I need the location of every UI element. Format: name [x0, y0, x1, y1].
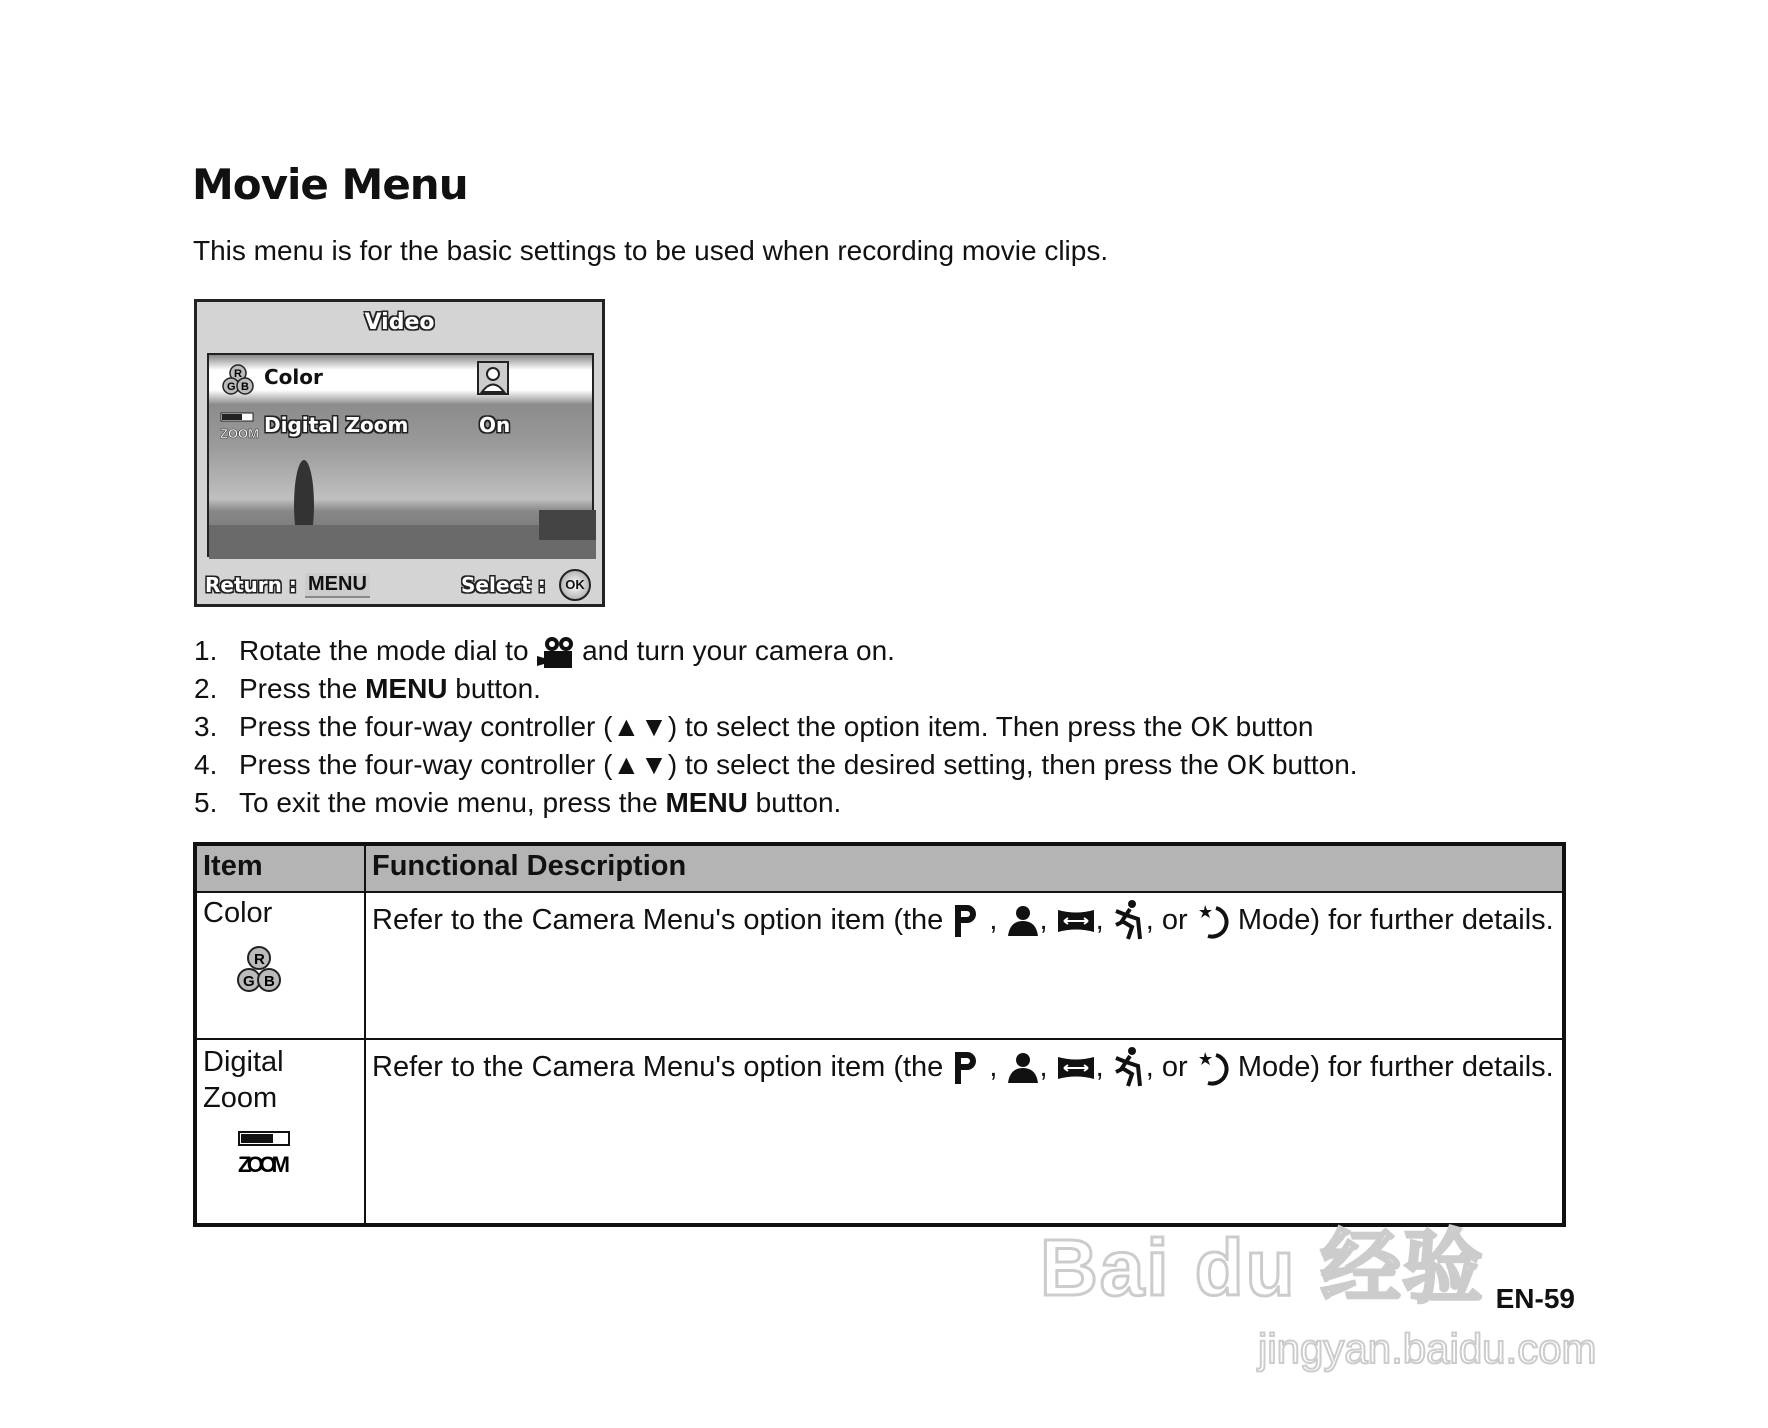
step-text: and turn your camera on.	[582, 635, 895, 666]
page-title: Movie Menu	[192, 160, 468, 209]
watermark-logo: Bai du 经验	[1040, 1223, 1485, 1312]
description-text: Refer to the Camera Menu's option item (the	[372, 1050, 944, 1083]
svg-text:ZOOM: ZOOM	[220, 426, 259, 441]
description-text: Mode) for further details.	[1237, 903, 1554, 936]
menu-item-zoom-label: Digital Zoom	[264, 413, 409, 437]
camera-menu-screenshot	[194, 299, 605, 607]
landscape-image	[209, 455, 596, 559]
description-cell: Refer to the Camera Menu's option item (the , , , , or Mode) for further details.	[365, 892, 1564, 1039]
item-label: Color	[203, 897, 273, 929]
step-text: Press the four-way controller (▲▼) to select the desired setting, then press the	[239, 749, 1227, 780]
landscape-mode-icon	[1056, 1054, 1096, 1082]
ok-key: OK	[559, 569, 591, 601]
item-cell	[195, 892, 365, 1039]
item-cell	[195, 1039, 365, 1225]
svg-text:B: B	[264, 973, 275, 990]
return-label: Return :	[205, 573, 297, 597]
sports-mode-icon	[1112, 1046, 1146, 1090]
step-5	[194, 787, 841, 819]
camera-menu-footer	[205, 570, 595, 602]
step-text: To exit the movie menu, press the	[239, 787, 666, 818]
menu-row-digital-zoom[interactable]	[209, 405, 592, 449]
step-text: Press the	[239, 673, 366, 704]
sports-mode-icon	[1112, 899, 1146, 943]
step-number: 5.	[194, 787, 218, 818]
page-number: EN-59	[1495, 1283, 1575, 1314]
header-description: Functional Description	[365, 844, 1564, 892]
description-text: , or	[1145, 1050, 1188, 1083]
svg-text:B: B	[241, 381, 249, 393]
step-text: button.	[1264, 749, 1358, 780]
step-4	[194, 749, 1358, 781]
svg-text:G: G	[227, 381, 236, 393]
program-mode-icon	[951, 903, 981, 939]
zoom-icon	[219, 411, 259, 441]
description-text: Mode) for further details.	[1237, 1050, 1554, 1083]
intro-text: This menu is for the basic settings to be used when recording movie clips.	[193, 235, 1109, 266]
select-label: Select :	[461, 573, 546, 597]
menu-key-text: MENU	[365, 673, 448, 704]
step-1	[194, 635, 895, 670]
menu-item-color-label: Color	[264, 365, 323, 389]
menu-key-text: MENU	[665, 787, 748, 818]
step-text: Press the four-way controller (▲▼) to select the option item. Then press the	[239, 711, 1191, 742]
svg-text:R: R	[234, 368, 242, 380]
table-row	[195, 892, 1564, 1039]
program-mode-icon	[951, 1050, 981, 1086]
portrait-icon	[477, 361, 509, 395]
step-3	[194, 711, 1313, 743]
step-number: 2.	[194, 673, 218, 704]
item-label: Digital Zoom	[203, 1046, 284, 1114]
ok-key-text: OK	[1226, 751, 1265, 781]
menu-row-color[interactable]	[209, 355, 592, 405]
step-number: 4.	[194, 749, 218, 780]
landscape-mode-icon	[1056, 907, 1096, 935]
description-text: Refer to the Camera Menu's option item (the	[372, 903, 944, 936]
zoom-icon	[237, 1130, 293, 1176]
svg-text:G: G	[243, 973, 255, 990]
portrait-mode-icon	[1006, 904, 1040, 938]
rgb-icon	[237, 944, 281, 996]
menu-item-zoom-value: On	[479, 413, 511, 437]
step-number: 3.	[194, 711, 218, 742]
camera-menu-title: Video	[364, 310, 435, 335]
ok-key-text: OK	[1190, 713, 1228, 743]
movie-camera-icon	[536, 636, 574, 670]
description-text: , or	[1145, 903, 1188, 936]
header-item: Item	[195, 844, 365, 892]
description-cell: Refer to the Camera Menu's option item (the , , , , or Mode) for further details.	[365, 1039, 1564, 1225]
step-number: 1.	[194, 635, 218, 666]
night-mode-icon	[1196, 1051, 1230, 1085]
svg-text:ZOOM: ZOOM	[238, 1152, 290, 1177]
camera-lcd	[207, 353, 594, 557]
rgb-icon	[221, 363, 255, 397]
step-2	[194, 673, 541, 705]
menu-key: MENU	[305, 573, 370, 598]
svg-text:R: R	[254, 951, 265, 968]
table-header	[195, 844, 1564, 892]
step-text: button	[1227, 711, 1314, 742]
step-text: button.	[747, 787, 842, 818]
step-text: Rotate the mode dial to	[239, 635, 529, 666]
table-row	[195, 1039, 1564, 1225]
watermark-url: jingyan.baidu.com	[1258, 1325, 1597, 1372]
night-mode-icon	[1196, 904, 1230, 938]
step-text: button.	[447, 673, 541, 704]
function-table	[193, 842, 1566, 1227]
portrait-mode-icon	[1006, 1051, 1040, 1085]
